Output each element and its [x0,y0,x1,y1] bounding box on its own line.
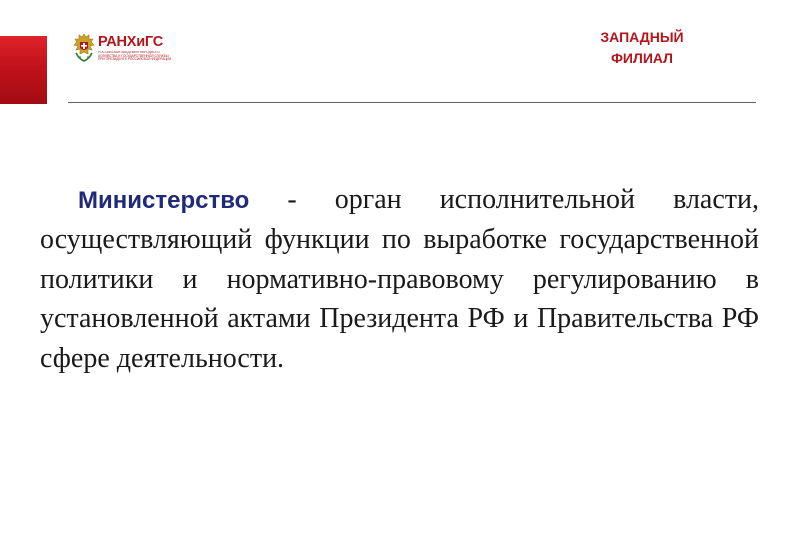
branch-title [572,27,712,69]
branch-title-line1: ЗАПАДНЫЙ [600,29,684,45]
red-accent-block [0,36,47,104]
header-divider [68,102,756,103]
ranepa-logo [73,32,178,68]
logo-subtext: РОССИЙСКАЯ АКАДЕМИЯ НАРОДНОГО ХОЗЯЙСТВА И ГОСУДАРСТВЕННОЙ СЛУЖБЫ ПРИ ПРЕЗИДЕНТЕ РОССИЙСКОЙ ФЕДЕРАЦИИ [98,51,172,62]
definition-paragraph [40,180,759,378]
defined-term: Министерство [78,187,250,214]
branch-title-line2: ФИЛИАЛ [610,50,673,66]
logo-text: РАНХиГС [98,34,164,50]
definition-text: - орган исполнительной власти, осуществляющий функции по выработке государственной политики и нормативно-правовому регулированию в установленной актами Президента РФ и Правительства РФ сфере деятельности. [40,184,759,374]
emblem-icon [73,33,95,63]
